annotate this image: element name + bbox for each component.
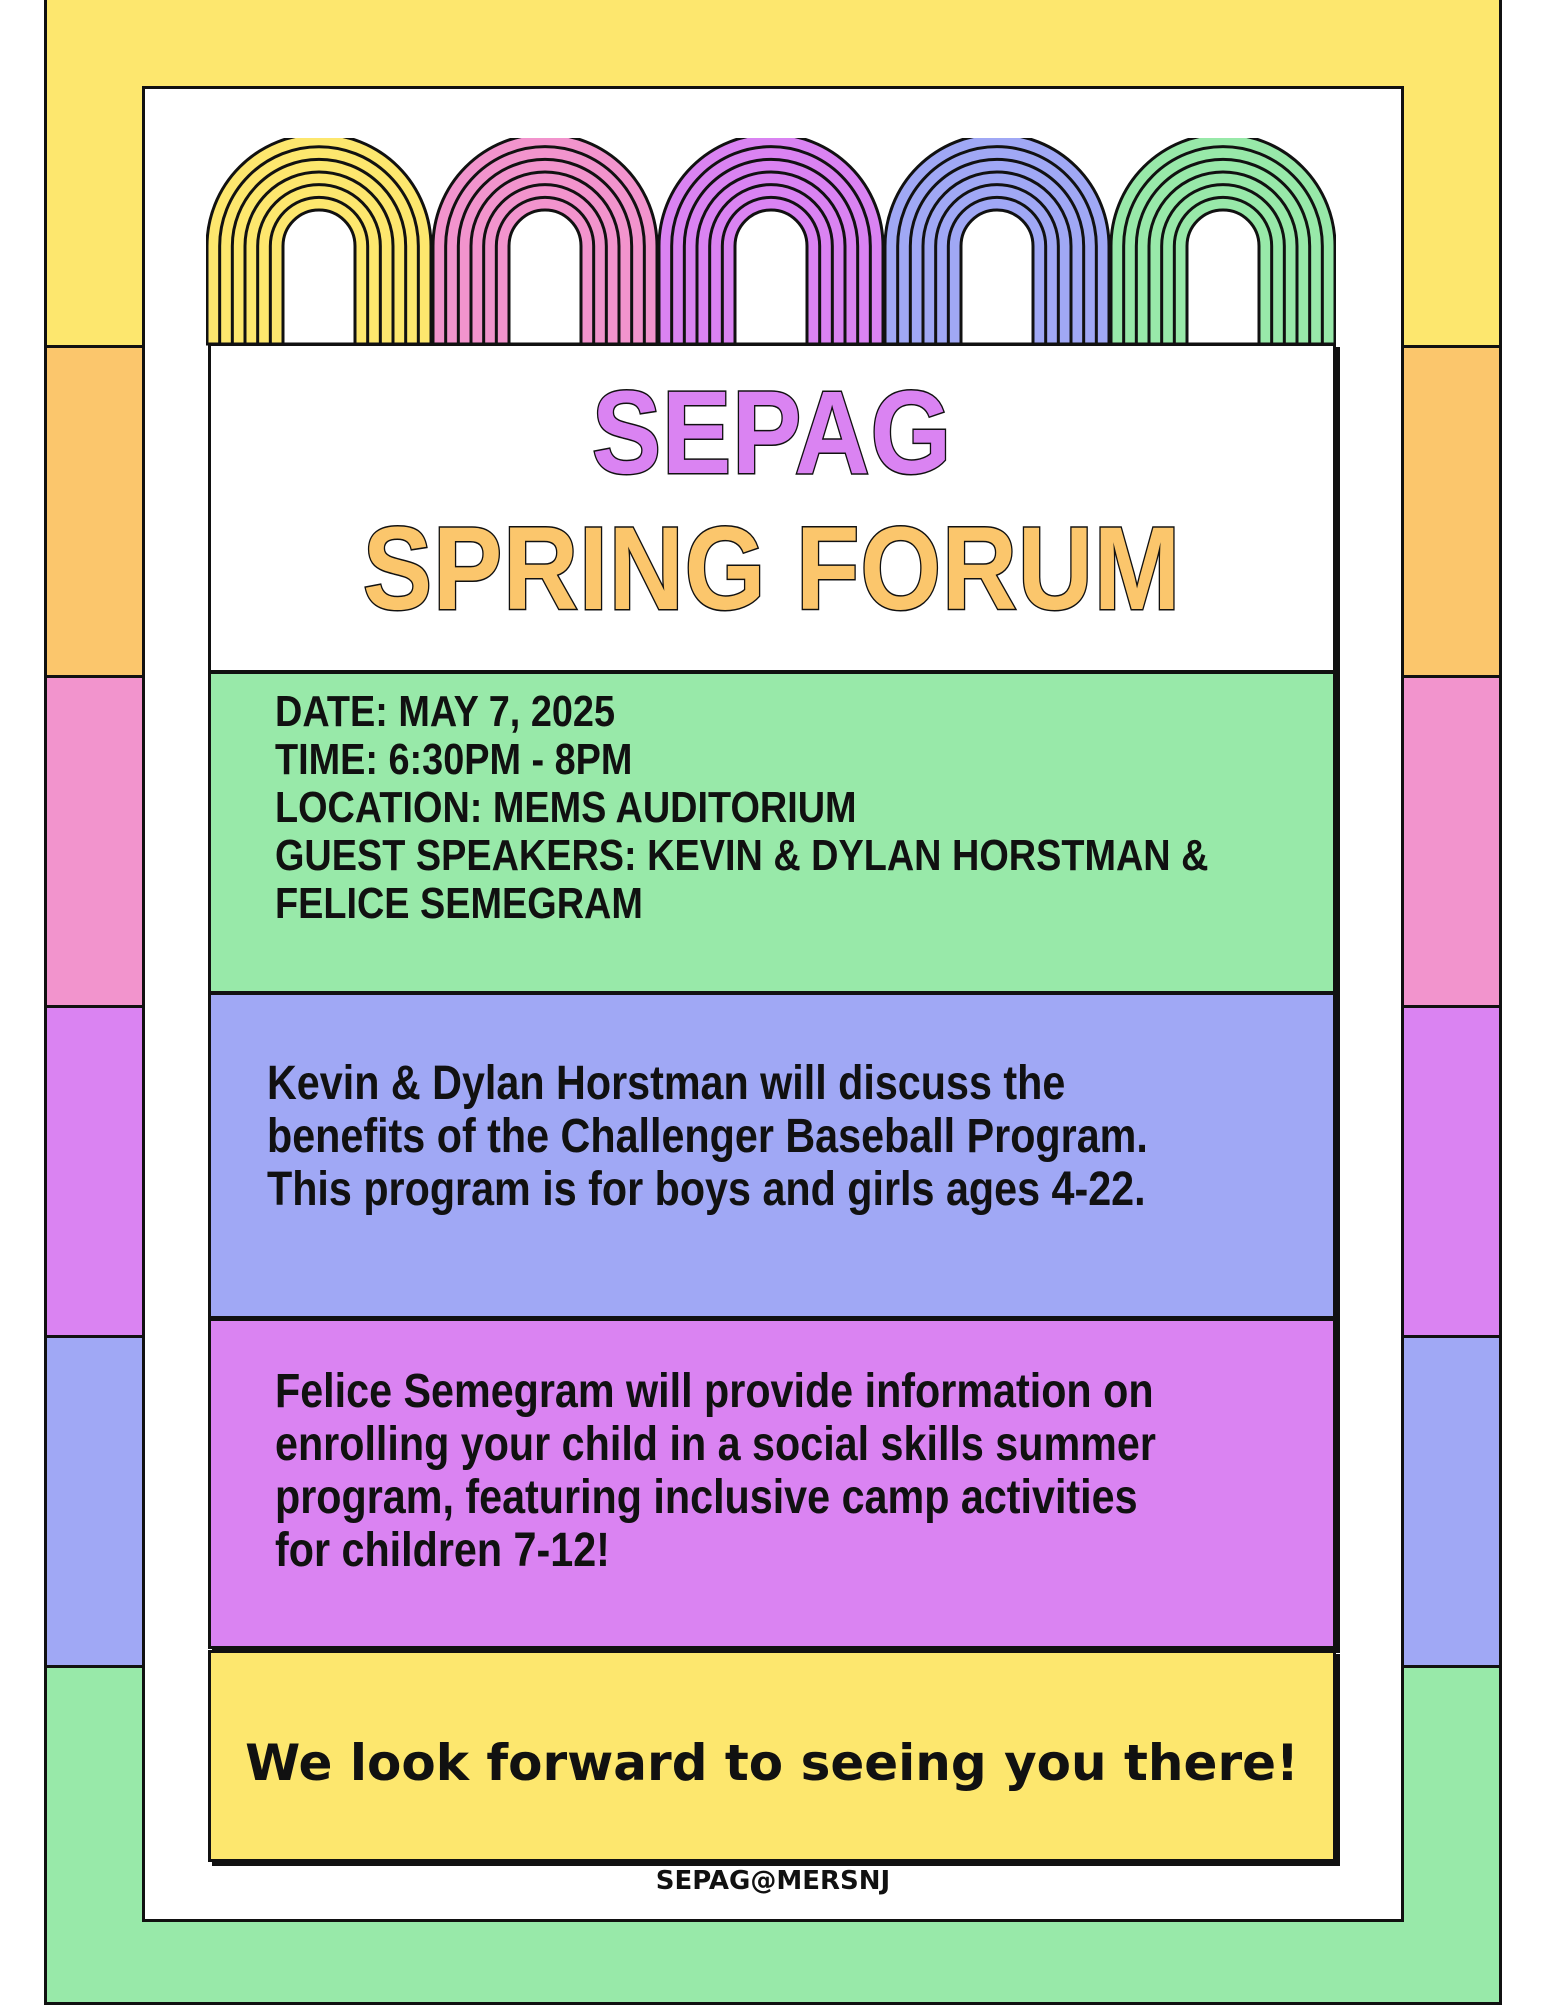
rainbow-arches <box>206 138 1336 348</box>
title-sepag: SEPAG <box>591 367 953 499</box>
closing-message: We look forward to seeing you there! <box>245 1734 1299 1792</box>
event-time: TIME: 6:30PM - 8PM <box>275 735 633 784</box>
yellow-arch-center <box>283 210 355 344</box>
green-arch <box>1111 138 1335 344</box>
guest-speakers-line-2: FELICE SEMEGRAM <box>275 879 643 928</box>
closing-panel <box>208 1650 1336 1862</box>
purple-arch <box>659 138 883 344</box>
pink-arch-center <box>509 210 581 344</box>
title-spring-forum: SPRING FORUM <box>362 503 1182 635</box>
pink-arch <box>433 138 657 344</box>
event-details <box>275 687 1209 928</box>
green-arch-center <box>1187 210 1259 344</box>
yellow-arch <box>207 138 431 344</box>
title-panel <box>208 343 1336 673</box>
blue-arch <box>885 138 1109 344</box>
event-location: LOCATION: MEMS AUDITORIUM <box>275 783 857 832</box>
guest-speakers-line-1: GUEST SPEAKERS: KEVIN & DYLAN HORSTMAN & <box>275 831 1209 880</box>
event-details-panel <box>208 671 1336 994</box>
summer-camp-panel <box>208 1318 1336 1649</box>
purple-arch-center <box>735 210 807 344</box>
baseball-program-text: Kevin & Dylan Horstman will discuss the benefits of the Challenger Baseball Program. This program is for boys and girls ages 4-22. <box>267 1057 1148 1216</box>
blue-arch-center <box>961 210 1033 344</box>
event-date: DATE: MAY 7, 2025 <box>275 687 616 736</box>
summer-camp-text: Felice Semegram will provide information on enrolling your child in a social skills summer program, featuring inclusive camp activities for children 7-12! <box>275 1365 1156 1577</box>
baseball-program-panel <box>208 992 1336 1319</box>
contact-handle: SEPAG@MERSNJ <box>655 1866 891 1896</box>
